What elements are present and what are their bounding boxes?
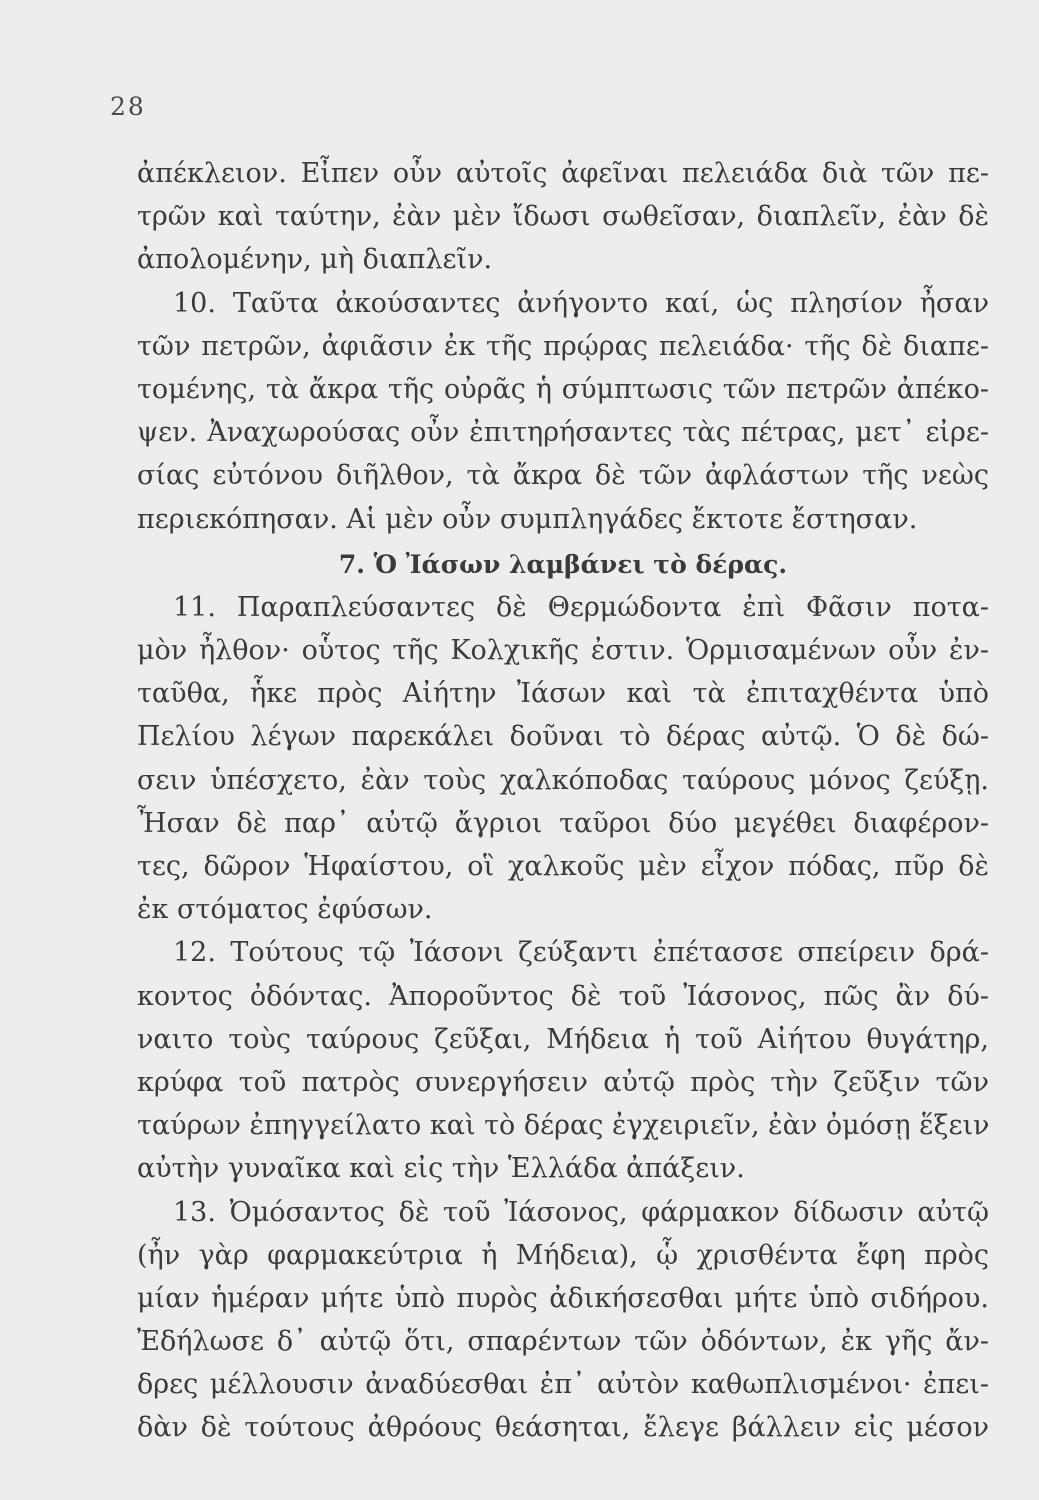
text-line: ταῦθα, ἧκε πρὸς Αἰήτην Ἰάσων καὶ τὰ ἐπιταχθέντα ὑπὸ <box>137 678 989 710</box>
text-line: κρύφα τοῦ πατρὸς συνεργήσειν αὐτῷ πρὸς τὴν ζεῦξιν τῶν <box>137 1066 989 1098</box>
text-line: ἐκ στόματος ἐφύσων. <box>137 894 433 926</box>
page-number: 28 <box>110 92 146 121</box>
text-line: ναιτο τοὺς ταύρους ζεῦξαι, Μήδεια ἡ τοῦ Αἰήτου θυγάτηρ, <box>137 1023 989 1055</box>
text-line: μίαν ἡμέραν μήτε ὑπὸ πυρὸς ἀδικήσεσθαι μήτε ὑπὸ σιδήρου. <box>137 1282 989 1314</box>
paragraph-12-start: 12. Τούτους τῷ Ἰάσονι ζεύξαντι ἐπέτασσε σπείρειν δρά- <box>173 937 989 969</box>
paragraph-11-start: 11. Παραπλεύσαντες δὲ Θερμώδοντα ἐπὶ Φᾶσιν ποτα- <box>173 591 989 623</box>
text-line: ἀπέκλειον. Εἶπεν οὖν αὐτοῖς ἀφεῖναι πελειάδα διὰ τῶν πε- <box>137 158 989 189</box>
text-line: (ἦν γὰρ φαρμακεύτρια ἡ Μήδεια), ᾧ χρισθέντα ἔφη πρὸς <box>137 1239 989 1271</box>
text-line: περιεκόπησαν. Αἱ μὲν οὖν συμπληγάδες ἔκτοτε ἔστησαν. <box>137 503 918 535</box>
text-line: τομένης, τὰ ἄκρα τῆς οὐρᾶς ἡ σύμπτωσις τῶν πετρῶν ἀπέκο- <box>137 373 989 405</box>
text-line: Ἐδήλωσε δ᾽ αὐτῷ ὅτι, σπαρέντων τῶν ὀδόντων, ἐκ γῆς ἄν- <box>137 1326 989 1358</box>
text-line: Πελίου λέγων παρεκάλει δοῦναι τὸ δέρας αὐτῷ. Ὁ δὲ δώ- <box>137 721 989 753</box>
text-line: τες, δῶρον Ἡφαίστου, οἳ χαλκοῦς μὲν εἶχον πόδας, πῦρ δὲ <box>137 851 989 882</box>
text-line: δρες μέλλουσιν ἀναδύεσθαι ἐπ᾽ αὐτὸν καθωπλισμένοι· ἐπει- <box>137 1369 989 1401</box>
text-line: κοντος ὀδόντας. Ἀποροῦντος δὲ τοῦ Ἰάσονος, πῶς ἂν δύ- <box>137 980 989 1012</box>
text-line: ταύρων ἐπηγγείλατο καὶ τὸ δέρας ἐγχειριεῖν, ἐὰν ὀμόσῃ ἕξειν <box>137 1110 989 1142</box>
text-line: τῶν πετρῶν, ἀφιᾶσιν ἐκ τῆς πρῴρας πελειάδα· τῆς δὲ διαπε- <box>137 330 989 362</box>
text-line: Ἦσαν δὲ παρ᾽ αὐτῷ ἄγριοι ταῦροι δύο μεγέθει διαφέρον- <box>137 807 989 839</box>
paragraph-13-start: 13. Ὀμόσαντος δὲ τοῦ Ἰάσονος, φάρμακον δίδωσιν αὐτῷ <box>173 1196 989 1228</box>
text-line: ἀπολομένην, μὴ διαπλεῖν. <box>137 244 493 276</box>
paragraph-10-start: 10. Ταῦτα ἀκούσαντες ἀνήγοντο καί, ὡς πλησίον ἦσαν <box>173 287 989 319</box>
text-line: αὐτὴν γυναῖκα καὶ εἰς τὴν Ἑλλάδα ἀπάξειν. <box>137 1153 745 1185</box>
text-line: μὸν ἦλθον· οὗτος τῆς Κολχικῆς ἐστιν. Ὁρμισαμένων οὖν ἐν- <box>137 635 989 667</box>
body-text <box>137 152 989 1450</box>
text-line: δὰν δὲ τούτους ἀθρόους θεάσηται, ἔλεγε βάλλειν εἰς μέσον <box>137 1412 989 1444</box>
section-heading: 7. Ὁ Ἰάσων λαμβάνει τὸ δέρας. <box>338 549 788 579</box>
text-line: σίας εὐτόνου διῆλθον, τὰ ἄκρα δὲ τῶν ἀφλάστων τῆς νεὼς <box>137 460 989 492</box>
text-line: ψεν. Ἀναχωρούσας οὖν ἐπιτηρήσαντες τὰς πέτρας, μετ᾽ εἰρε- <box>137 417 989 449</box>
text-line: σειν ὑπέσχετο, ἐὰν τοὺς χαλκόποδας ταύρους μόνος ζεύξῃ. <box>137 764 989 796</box>
text-line: τρῶν καὶ ταύτην, ἐὰν μὲν ἴδωσι σωθεῖσαν, διαπλεῖν, ἐὰν δὲ <box>137 201 989 233</box>
